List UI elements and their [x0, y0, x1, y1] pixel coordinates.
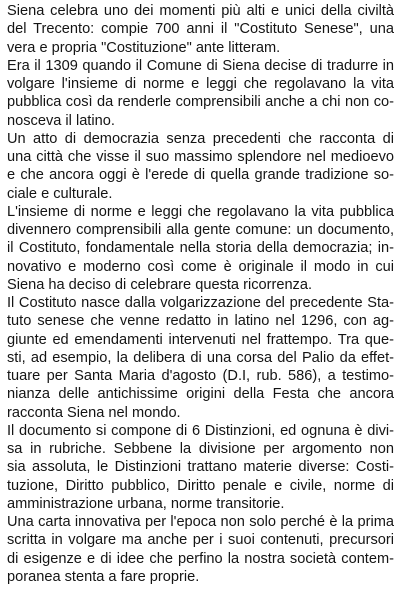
text-line: tuto senese che venne redatto in latino nel 1296, con ag- [7, 313, 394, 330]
text-line: nosceva il latino. [7, 112, 115, 129]
text-line: divennero comprensibili alla gente comune: un documento, [7, 222, 394, 238]
text-line: volgare l'insieme di norme e leggi che regolavano la vita [7, 76, 394, 92]
text-line: Siena celebra uno dei momenti più alti e unici della civiltà [7, 3, 394, 19]
paragraph [7, 130, 394, 203]
text-line: Siena ha deciso di celebrare questa ricorrenza. [7, 276, 313, 293]
text-line: il Costituto, fondamentale nella storia della democrazia; in- [7, 240, 394, 257]
text-line: racconta Siena nel mondo. [7, 404, 181, 421]
text-line: tuzione, Diritto pubblico, Diritto penale e civile, norme di [7, 477, 394, 494]
text-line: del Trecento: compie 700 anni il "Costituto Senese", una [7, 21, 394, 38]
text-line: sia assoluta, le Distinzioni trattano materie diverse: Costi- [7, 459, 394, 476]
text-line: Era il 1309 quando il Comune di Siena decise di tradurre in [7, 57, 394, 74]
paragraph [7, 422, 394, 513]
paragraph [7, 2, 394, 57]
text-line: sti, ad esempio, la delibera di una corsa del Palio da effet- [7, 349, 394, 366]
text-line: giunte ed emendamenti intervenuti nel frattempo. Tra que- [7, 331, 394, 348]
paragraph [7, 513, 394, 586]
text-line: nianza delle antichissime origini della Festa che ancora [7, 386, 394, 403]
text-line: novativo e moderno così come è originale il modo in cui [7, 258, 394, 275]
text-line: una città che visse il suo massimo splendore nel medioevo [7, 149, 394, 165]
text-line: Il Costituto nasce dalla volgarizzazione del precedente Sta- [7, 295, 394, 311]
paragraph [7, 57, 394, 130]
text-line: tuare per Santa Maria d'agosto (D.I, rub. 586), a testimo- [7, 368, 394, 384]
text-line: amministrazione urbana, norme transitorie. [7, 495, 285, 512]
paragraph [7, 294, 394, 422]
text-line: ciale e culturale. [7, 185, 113, 202]
paragraph [7, 203, 394, 294]
text-line: poranea stenta a fare proprie. [7, 568, 200, 585]
text-line: Un atto di democrazia senza precedenti che racconta di [7, 130, 394, 147]
text-line: e che ancora oggi è l'erede di quella grande tradizione so- [7, 167, 394, 184]
text-line: scritta in volgare ma anche per i suoi contenuti, precursori [7, 532, 394, 549]
text-line: di esigenze e di idee che perfino la nostra società contem- [7, 550, 394, 567]
text-line: Una carta innovativa per l'epoca non solo perché è la prima [7, 514, 394, 530]
text-line: pubblica così da renderle comprensibili anche a chi non co- [7, 94, 394, 111]
text-line: Il documento si compone di 6 Distinzioni, ed ognuna è divi- [7, 422, 394, 439]
text-line: sa in rubriche. Sebbene la divisione per argomento non [7, 441, 394, 457]
text-line: vera e propria "Costituzione" ante litteram. [7, 39, 281, 56]
text-line: L'insieme di norme e leggi che regolavano la vita pubblica [7, 203, 394, 220]
